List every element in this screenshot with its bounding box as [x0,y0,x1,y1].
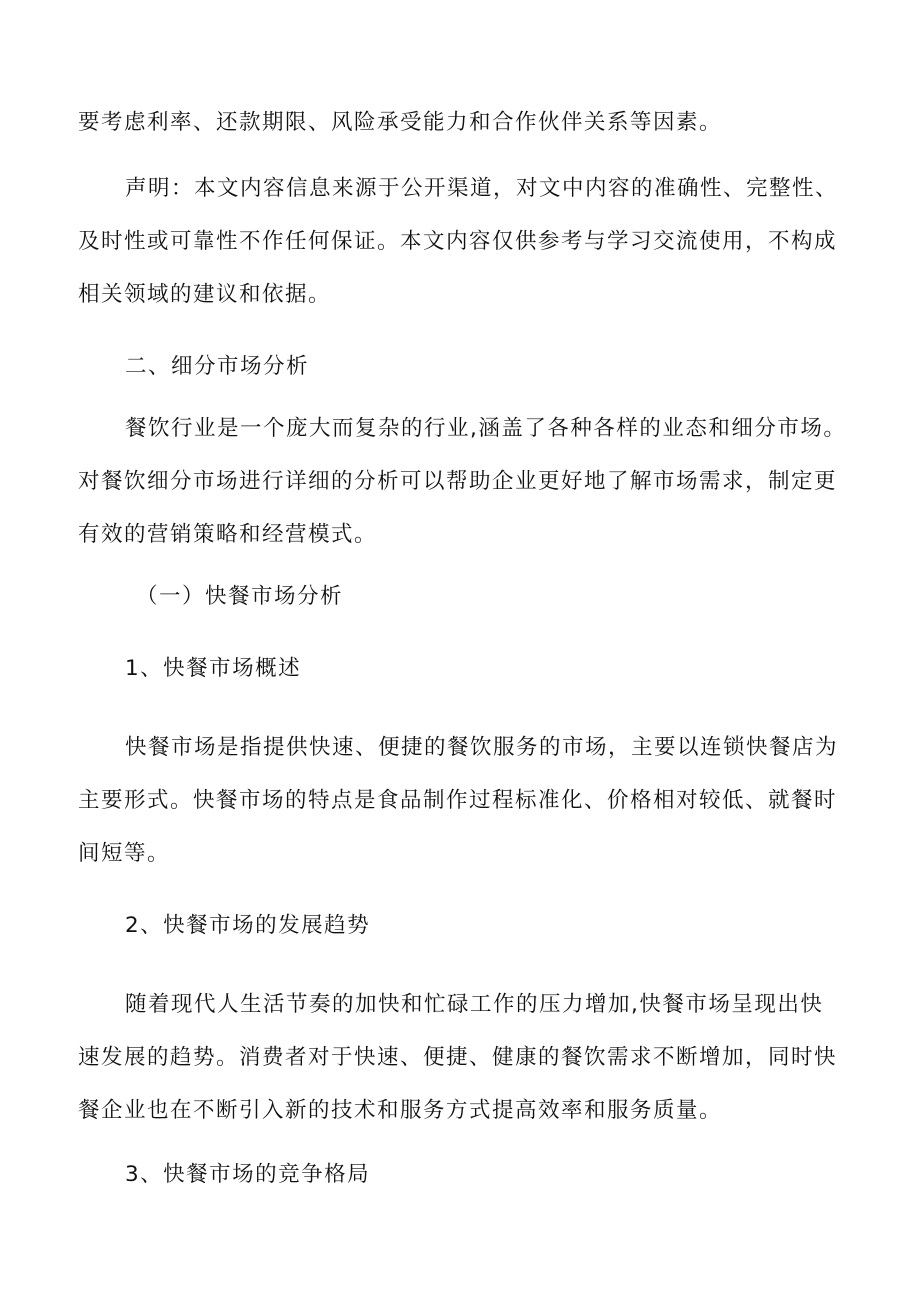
paragraph-line: 要考虑利率、还款期限、风险承受能力和合作伙伴关系等因素。 [78,110,723,135]
numbered-heading: 1、快餐市场概述 [125,656,302,681]
paragraph-line: 随着现代人生活节奏的加快和忙碌工作的压力增加,快餐市场呈现出快 [125,992,824,1017]
paragraph-line: 速发展的趋势。消费者对于快速、便捷、健康的餐饮需求不断增加，同时快 [78,1045,838,1070]
paragraph-line: 快餐市场是指提供快速、便捷的餐饮服务的市场，主要以连锁快餐店为 [125,735,839,760]
disclaimer-line: 声明：本文内容信息来源于公开渠道，对文中内容的准确性、完整性、 [125,176,839,201]
paragraph-line: 餐企业也在不断引入新的技术和服务方式提高效率和服务质量。 [78,1098,723,1123]
disclaimer-line: 及时性或可靠性不作任何保证。本文内容仅供参考与学习交流使用，不构成 [78,229,838,254]
subsection-heading: （一）快餐市场分析 [136,584,344,609]
paragraph-line: 对餐饮细分市场进行详细的分析可以帮助企业更好地了解市场需求，制定更 [78,469,838,494]
paragraph-line: 间短等。 [78,841,171,866]
numbered-heading: 3、快餐市场的竞争格局 [125,1162,371,1187]
section-heading: 二、细分市场分析 [125,354,310,379]
paragraph-line: 有效的营销策略和经营模式。 [78,522,378,547]
disclaimer-line: 相关领域的建议和依据。 [78,282,332,307]
paragraph-line: 主要形式。快餐市场的特点是食品制作过程标准化、价格相对较低、就餐时 [78,788,838,813]
paragraph-line: 餐饮行业是一个庞大而复杂的行业,涵盖了各种各样的业态和细分市场。 [125,416,847,441]
numbered-heading: 2、快餐市场的发展趋势 [125,913,371,938]
